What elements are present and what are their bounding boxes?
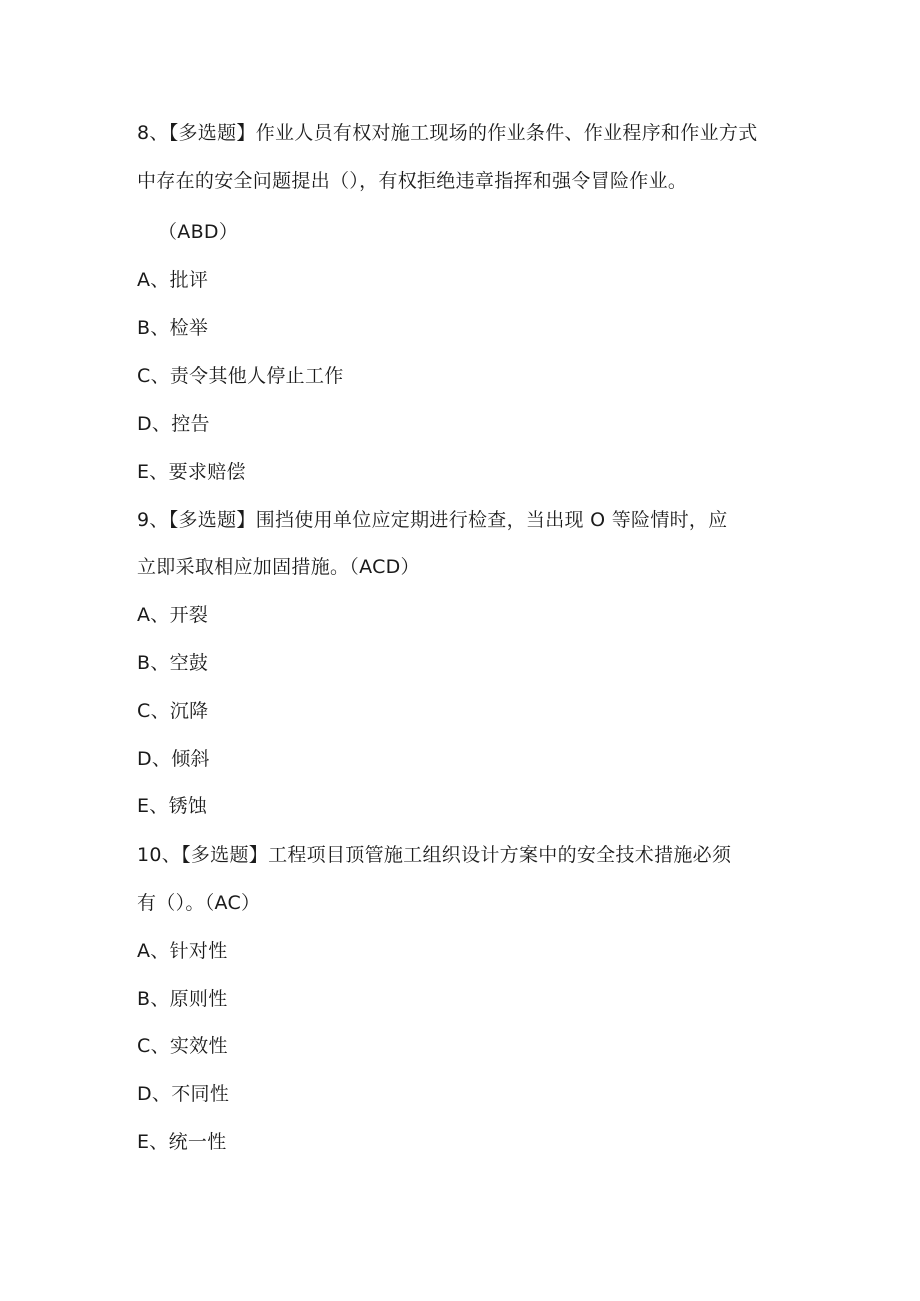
question-9-option-d: D、倾斜	[137, 748, 210, 770]
question-8-line-2: 中存在的安全问题提出（），有权拒绝违章指挥和强令冒险作业。	[137, 170, 688, 192]
question-9-option-c: C、沉降	[137, 700, 209, 722]
question-9-option-a: A、开裂	[137, 604, 209, 626]
question-8-option-e: E、要求赔偿	[137, 461, 246, 483]
question-8-option-c: C、责令其他人停止工作	[137, 365, 344, 387]
question-8-option-d: D、控告	[137, 413, 210, 435]
question-8-answer: （ABD）	[158, 221, 239, 243]
question-10-line-2: 有（）。（AC）	[137, 892, 261, 914]
question-10-option-c: C、实效性	[137, 1035, 228, 1057]
question-10-option-b: B、原则性	[137, 988, 228, 1010]
question-10-option-d: D、不同性	[137, 1083, 230, 1105]
question-8-line-1: 8、【多选题】作业人员有权对施工现场的作业条件、作业程序和作业方式	[137, 122, 758, 144]
question-10-line-1: 10、【多选题】工程项目顶管施工组织设计方案中的安全技术措施必须	[137, 844, 732, 866]
question-8-option-b: B、检举	[137, 317, 209, 339]
question-10-option-a: A、针对性	[137, 940, 228, 962]
question-9-option-b: B、空鼓	[137, 652, 209, 674]
question-10-option-e: E、统一性	[137, 1131, 227, 1153]
question-8-option-a: A、批评	[137, 269, 209, 291]
question-9-line-2: 立即采取相应加固措施。（ACD）	[137, 556, 420, 578]
question-9-option-e: E、锈蚀	[137, 795, 208, 817]
question-9-line-1: 9、【多选题】围挡使用单位应定期进行检查，当出现 O 等险情时，应	[137, 509, 728, 531]
